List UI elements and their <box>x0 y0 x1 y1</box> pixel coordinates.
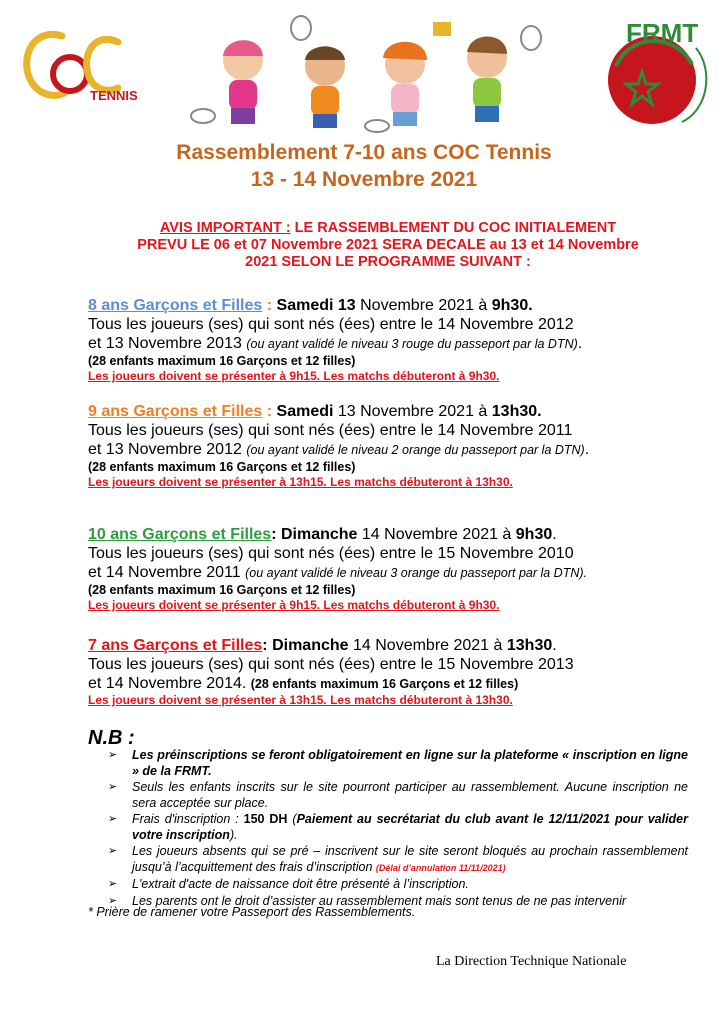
session-heading <box>88 636 708 655</box>
frmt-logo-word: FRMT <box>626 18 699 48</box>
payment-note: Paiement au secrétariat du club avant le 12/11/2021 pour valider votre inscription <box>132 812 688 842</box>
arrival-warning: Les joueurs doivent se présenter à 9h15. Les matchs débuteront à 9h30. <box>88 369 500 383</box>
day: Dimanche <box>280 526 358 543</box>
nb-item-absent-players <box>108 844 688 876</box>
nb-text: ). <box>229 827 238 842</box>
notice-text-1: LE RASSEMBLEMENT DU COC INITIALEMENT <box>290 220 617 236</box>
period: . <box>577 335 583 352</box>
level-note: (ou ayant validé le niveau 2 orange du passeport par la DTN) <box>246 443 585 457</box>
birth-range-end <box>88 334 708 354</box>
separator: : <box>262 297 277 314</box>
max-children: (28 enfants maximum 16 Garçons et 12 filles) <box>88 583 356 597</box>
nb-item-online-registration <box>108 748 688 779</box>
kids-tennis-illustration <box>165 8 565 138</box>
category-label: 8 ans Garçons et Filles <box>88 297 263 314</box>
arrow-bullet-icon: ➢ <box>108 878 118 890</box>
arrow-bullet-icon: ➢ <box>108 845 118 857</box>
category-label: 10 ans Garçons et Filles <box>88 526 272 543</box>
arrow-bullet-icon: ➢ <box>108 781 118 793</box>
nb-text: Frais d'inscription : <box>132 812 244 826</box>
category-label: 9 ans Garçons et Filles <box>88 403 263 420</box>
time: 9h30 <box>515 526 553 543</box>
day: Dimanche <box>272 637 349 654</box>
coc-tennis-logo <box>18 22 143 117</box>
session-10-ans <box>88 525 708 613</box>
birth-range-end <box>88 440 708 460</box>
birth-range: Tous les joueurs (ses) qui sont nés (ées) entre le 15 Novembre 2013 <box>88 656 574 673</box>
arrival-warning: Les joueurs doivent se présenter à 9h15. Les matchs débuteront à 9h30. <box>88 598 500 612</box>
max-children: (28 enfants maximum 16 Garçons et 12 filles) <box>88 354 356 368</box>
nb-text: ( <box>287 812 297 826</box>
nb-title: N.B : <box>88 727 135 749</box>
coc-tennis-word: TENNIS <box>90 88 138 103</box>
nb-text: Les parents ont le droit d’assister au rassemblement mais sont tenus de ne pas intervenir <box>132 893 627 908</box>
birth-range-end <box>88 674 708 693</box>
separator: : <box>271 526 281 543</box>
important-notice <box>88 220 688 271</box>
nb-text: Les préinscriptions se feront obligatoirement en ligne sur la plateforme « inscription en ligne » de la FRMT. <box>132 748 688 778</box>
birth-end-date: et 14 Novembre 2011 <box>88 564 246 581</box>
day: Samedi <box>276 403 334 420</box>
nb-item-registered-only <box>108 780 688 811</box>
separator: : <box>262 403 277 420</box>
time: 13h30. <box>491 403 542 420</box>
arrow-bullet-icon: ➢ <box>108 894 118 907</box>
cancellation-deadline: (Délai d’annulation 11/11/2021) <box>375 862 506 873</box>
notice-text-3: 2021 SELON LE PROGRAMME SUIVANT : <box>245 254 531 270</box>
separator: : <box>262 637 273 654</box>
birth-range-end <box>88 563 708 583</box>
birth-range: Tous les joueurs (ses) qui sont nés (ées) entre le 14 Novembre 2011 <box>88 422 573 439</box>
birth-end-date: et 13 Novembre 2013 <box>88 335 247 352</box>
date-rest: Novembre 2021 à <box>355 297 492 314</box>
date-num: 13 <box>337 297 356 314</box>
birth-range: Tous les joueurs (ses) qui sont nés (ées) entre le 15 Novembre 2010 <box>88 545 574 562</box>
birth-end-date: et 14 Novembre 2014. <box>88 675 251 692</box>
session-7-ans <box>88 636 708 708</box>
session-9-ans <box>88 402 708 490</box>
date-rest: 13 Novembre 2021 à <box>333 403 492 420</box>
nb-text: Seuls les enfants inscrits sur le site pourront participer au rassemblement. Aucune inscription ne sera acceptée sur place. <box>132 780 688 810</box>
max-children: (28 enfants maximum 16 Garçons et 12 filles) <box>250 677 519 691</box>
page-title: Rassemblement 7-10 ans COC Tennis <box>176 141 552 164</box>
period: . <box>552 637 557 654</box>
arrow-bullet-icon: ➢ <box>108 749 118 761</box>
max-children: (28 enfants maximum 16 Garçons et 12 filles) <box>88 460 356 474</box>
period: . <box>584 441 590 458</box>
date-rest: 14 Novembre 2021 à <box>348 637 507 654</box>
fee-amount: 150 DH <box>243 812 288 826</box>
signature: La Direction Technique Nationale <box>436 954 627 969</box>
session-8-ans <box>88 296 708 384</box>
notice-text-2: PREVU LE 06 et 07 Novembre 2021 SERA DECALE au 13 et 14 Novembre <box>137 237 639 253</box>
passport-reminder: * Prière de ramener votre Passeport des Rassemblements. <box>88 905 416 919</box>
session-heading <box>88 296 708 315</box>
nb-text: L'extrait d'acte de naissance doit être présenté à l’inscription. <box>132 877 469 891</box>
session-heading <box>88 402 708 421</box>
nb-item-birth-certificate <box>108 877 688 893</box>
birth-end-date: et 13 Novembre 2012 <box>88 441 247 458</box>
period: . <box>552 526 557 543</box>
category-label: 7 ans Garçons et Filles <box>88 637 263 654</box>
time: 9h30. <box>491 297 533 314</box>
arrow-bullet-icon: ➢ <box>108 813 118 825</box>
day: Samedi <box>276 297 338 314</box>
notice-label: AVIS IMPORTANT : <box>159 220 291 236</box>
arrival-warning: Les joueurs doivent se présenter à 13h15. Les matchs débuteront à 13h30. <box>88 693 513 707</box>
level-note: (ou ayant validé le niveau 3 orange du passeport par la DTN). <box>245 566 588 580</box>
date-rest: 14 Novembre 2021 à <box>357 526 516 543</box>
nb-item-fees <box>108 812 688 843</box>
frmt-logo <box>596 14 714 132</box>
arrival-warning: Les joueurs doivent se présenter à 13h15. Les matchs débuteront à 13h30. <box>88 475 513 489</box>
page-subtitle-dates: 13 - 14 Novembre 2021 <box>250 168 478 191</box>
nb-text: Les joueurs absents qui se pré – inscrivent sur le site seront bloqués au prochain rassemblement jusqu’à l’acquittement des frais d’inscription <box>132 844 688 874</box>
level-note: (ou ayant validé le niveau 3 rouge du passeport par la DTN) <box>246 337 578 351</box>
nb-list <box>108 748 688 910</box>
birth-range: Tous les joueurs (ses) qui sont nés (ées) entre le 14 Novembre 2012 <box>88 316 574 333</box>
time: 13h30 <box>506 637 553 654</box>
session-heading <box>88 525 708 544</box>
